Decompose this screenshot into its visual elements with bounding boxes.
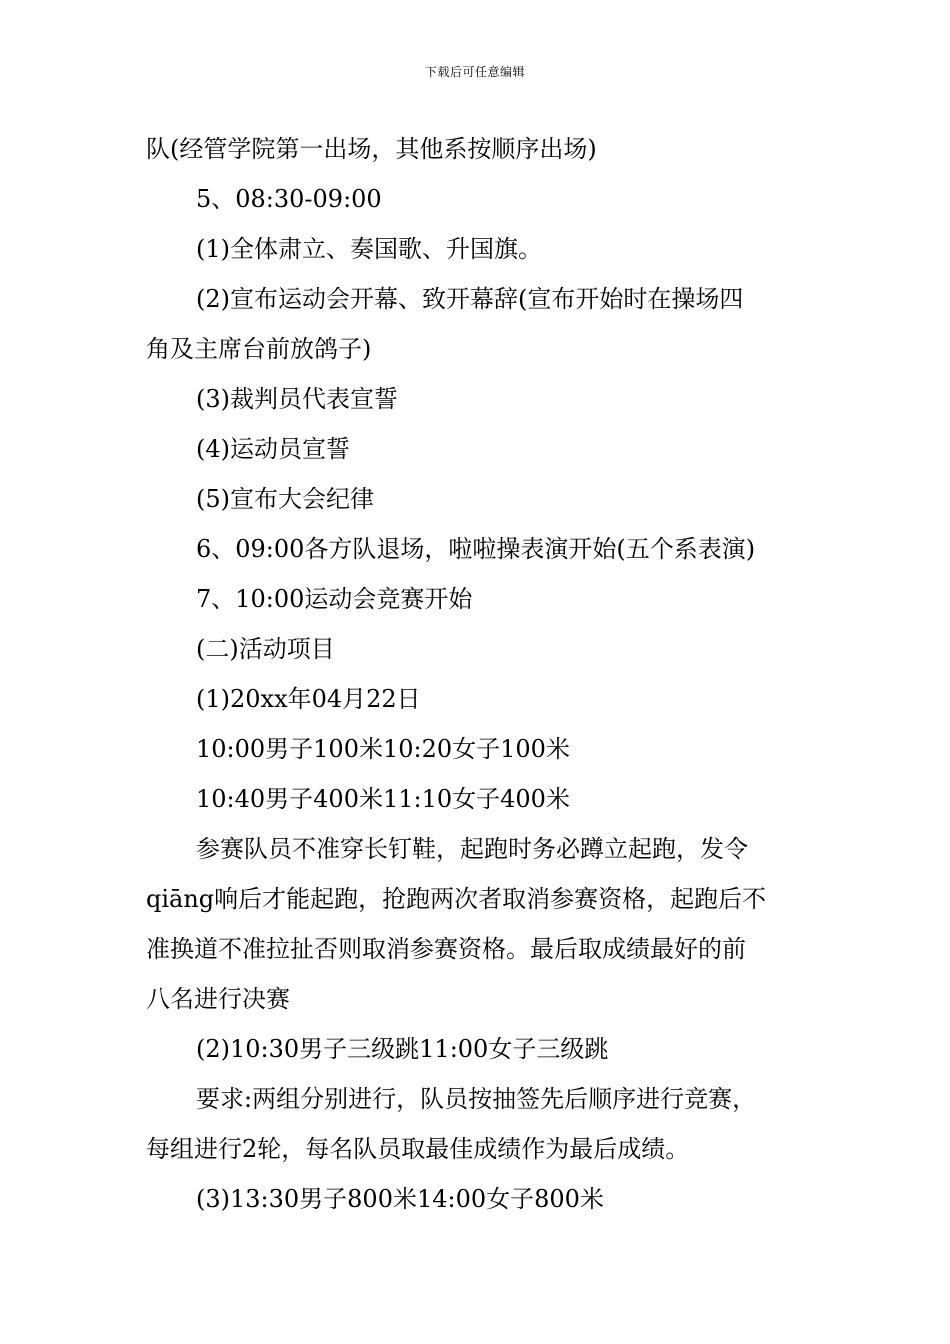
text-line: 队(经管学院第一出场，其他系按顺序出场) (146, 135, 597, 163)
text-line: 角及主席台前放鸽子) (146, 335, 372, 363)
text-line: (3)13:30男子800米14:00女子800米 (196, 1185, 604, 1213)
text-line: (2)宣布运动会开幕、致开幕辞(宣布开始时在操场四 (196, 285, 744, 313)
text-line: (1)20xx年04月22日 (196, 685, 421, 713)
text-line: 6、09:00各方队退场，啦啦操表演开始(五个系表演) (196, 535, 756, 563)
text-line: qiāng响后才能起跑，抢跑两次者取消参赛资格，起跑后不 (146, 885, 767, 913)
text-line: (二)活动项目 (196, 635, 335, 663)
text-line: 10:00男子100米10:20女子100米 (196, 735, 570, 763)
text-line: 准换道不准拉扯否则取消参赛资格。最后取成绩最好的前 (146, 935, 746, 963)
text-line: 要求:两组分别进行，队员按抽签先后顺序进行竞赛， (196, 1085, 757, 1113)
page-header-note: 下载后可任意编辑 (424, 65, 525, 79)
text-line: 10:40男子400米11:10女子400米 (196, 785, 570, 813)
text-line: 7、10:00运动会竞赛开始 (196, 585, 473, 613)
text-line: 参赛队员不准穿长钉鞋，起跑时务必蹲立起跑，发令 (196, 835, 748, 863)
text-line: (2)10:30男子三级跳11:00女子三级跳 (196, 1035, 609, 1063)
text-line: 八名进行决赛 (146, 985, 290, 1013)
text-line: (4)运动员宣誓 (196, 435, 350, 463)
document-body (146, 124, 812, 1224)
text-line: (3)裁判员代表宣誓 (196, 385, 398, 413)
text-line: 每组进行2轮，每名队员取最佳成绩作为最后成绩。 (146, 1135, 690, 1163)
text-line: (1)全体肃立、奏国歌、升国旗。 (196, 235, 542, 263)
text-line: (5)宣布大会纪律 (196, 485, 374, 513)
text-line: 5、08:30-09:00 (196, 185, 382, 213)
